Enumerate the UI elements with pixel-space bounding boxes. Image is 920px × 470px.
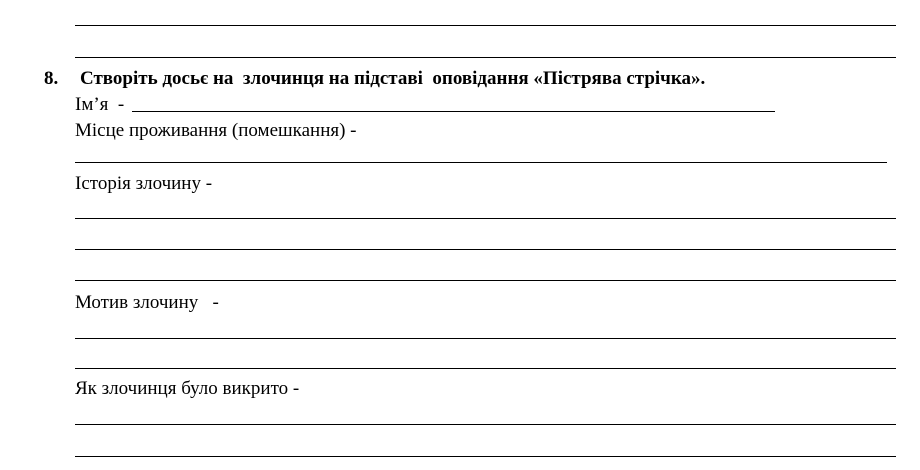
answer-line-prev-2 [75, 57, 896, 58]
answer-line-prev-1 [75, 25, 896, 26]
name-label: Ім’я - [75, 94, 125, 115]
exposure-answer-line-1[interactable] [75, 424, 896, 425]
history-answer-line-2[interactable] [75, 249, 896, 250]
exposure-answer-line-2[interactable] [75, 456, 896, 457]
question-number: 8. [44, 68, 59, 89]
question-title: Створіть досьє на злочинця на підставі оповідання «Пістрява стрічка». [80, 68, 706, 89]
name-answer-line[interactable] [132, 111, 775, 112]
residence-label: Місце проживання (помешкання) - [75, 120, 357, 141]
motive-answer-line-1[interactable] [75, 338, 896, 339]
history-answer-line-3[interactable] [75, 280, 896, 281]
motive-label: Мотив злочину - [75, 292, 219, 313]
history-answer-line-1[interactable] [75, 218, 896, 219]
residence-answer-line[interactable] [75, 162, 887, 163]
history-label: Історія злочину - [75, 173, 213, 194]
exposure-label: Як злочинця було викрито - [75, 378, 300, 399]
motive-answer-line-2[interactable] [75, 368, 896, 369]
